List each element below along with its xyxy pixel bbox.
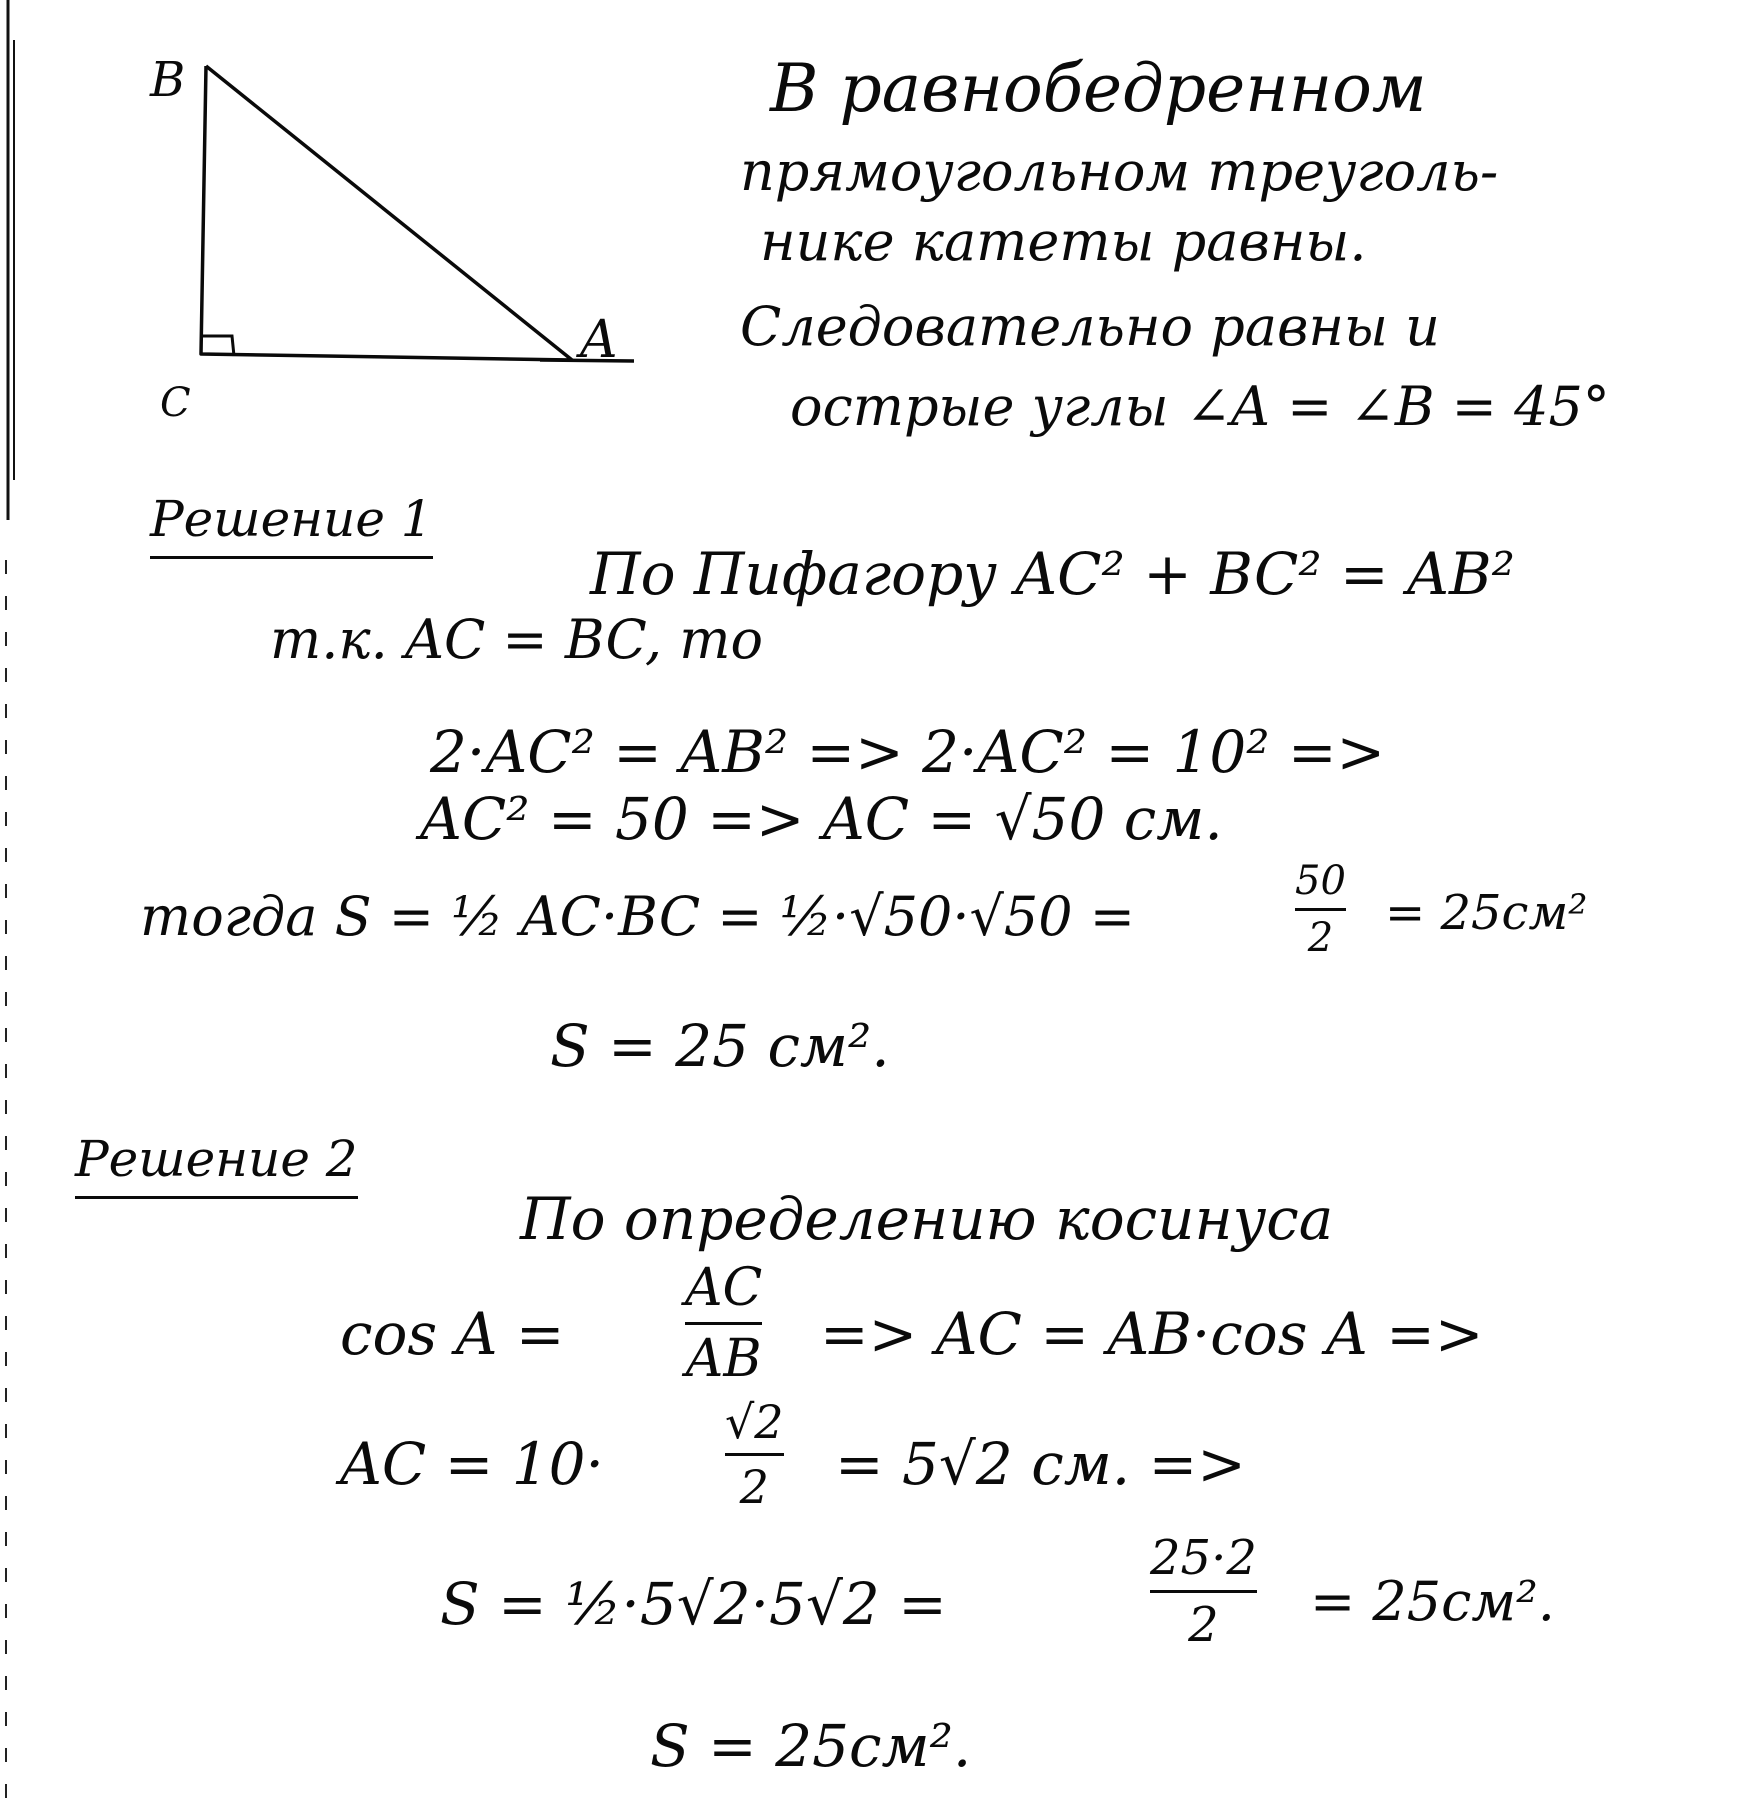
solution-1-line-3: 2·AC² = AB² => 2·AC² = 10² => xyxy=(430,718,1386,786)
area-formula-right: = 25см². xyxy=(1310,1570,1555,1633)
area-fraction xyxy=(1150,1530,1257,1653)
ac-value-left: AC = 10· xyxy=(340,1430,604,1498)
area-denominator: 2 xyxy=(1188,1597,1219,1653)
statement-line-2: прямоугольном треуголь- xyxy=(740,140,1499,203)
solution-2-line-1: По определению косинуса xyxy=(520,1185,1334,1253)
vertex-label-c: C xyxy=(160,380,191,426)
vertex-label-a: A xyxy=(580,310,618,370)
area-fraction-bar xyxy=(1150,1590,1257,1593)
vertex-label-b: B xyxy=(150,52,186,108)
cos-definition-right: => AC = AB·cos A => xyxy=(820,1300,1484,1368)
solution-1-line-1: По Пифагору AC² + BC² = AB² xyxy=(590,540,1515,608)
fraction-denominator: 2 xyxy=(1307,915,1334,961)
statement-line-5: острые углы ∠A = ∠B = 45° xyxy=(790,375,1610,438)
cos-denominator: AB xyxy=(685,1329,762,1389)
solution-1-line-2: т.к. AC = BC, то xyxy=(270,608,763,671)
solution-1-result: S = 25 см². xyxy=(550,1012,890,1080)
ac-fraction-bar xyxy=(725,1453,784,1456)
fraction-numerator: 50 xyxy=(1295,858,1346,904)
area-numerator: 25·2 xyxy=(1150,1530,1257,1586)
ac-numerator: √2 xyxy=(725,1395,784,1449)
cos-numerator: AC xyxy=(685,1258,763,1318)
solution-1-line-5-right: = 25см² xyxy=(1385,885,1588,941)
solution-1-line-5-left: тогда S = ½ AC·BC = ½·√50·√50 = xyxy=(140,885,1136,948)
area-formula-left: S = ½·5√2·5√2 = xyxy=(440,1570,947,1638)
ac-fraction xyxy=(725,1395,784,1514)
solution-1-fraction xyxy=(1295,858,1346,961)
cos-definition-left: cos A = xyxy=(340,1300,565,1368)
solution-1-line-4: AC² = 50 => AC = √50 см. xyxy=(420,785,1223,853)
solution-2-heading: Решение 2 xyxy=(75,1130,358,1199)
solution-2-result: S = 25см². xyxy=(650,1712,972,1780)
ac-denominator: 2 xyxy=(739,1460,769,1514)
statement-line-4: Следовательно равны и xyxy=(740,295,1440,358)
ac-value-right: = 5√2 см. => xyxy=(835,1430,1246,1498)
statement-line-1: В равнобедренном xyxy=(770,50,1427,127)
solution-1-heading: Решение 1 xyxy=(150,490,433,559)
cos-fraction-bar xyxy=(685,1322,762,1325)
right-triangle-figure xyxy=(0,0,700,440)
fraction-bar xyxy=(1295,908,1346,911)
triangle-outline xyxy=(201,66,572,360)
cos-fraction xyxy=(685,1258,762,1389)
statement-line-3: нике катеты равны. xyxy=(760,210,1367,273)
